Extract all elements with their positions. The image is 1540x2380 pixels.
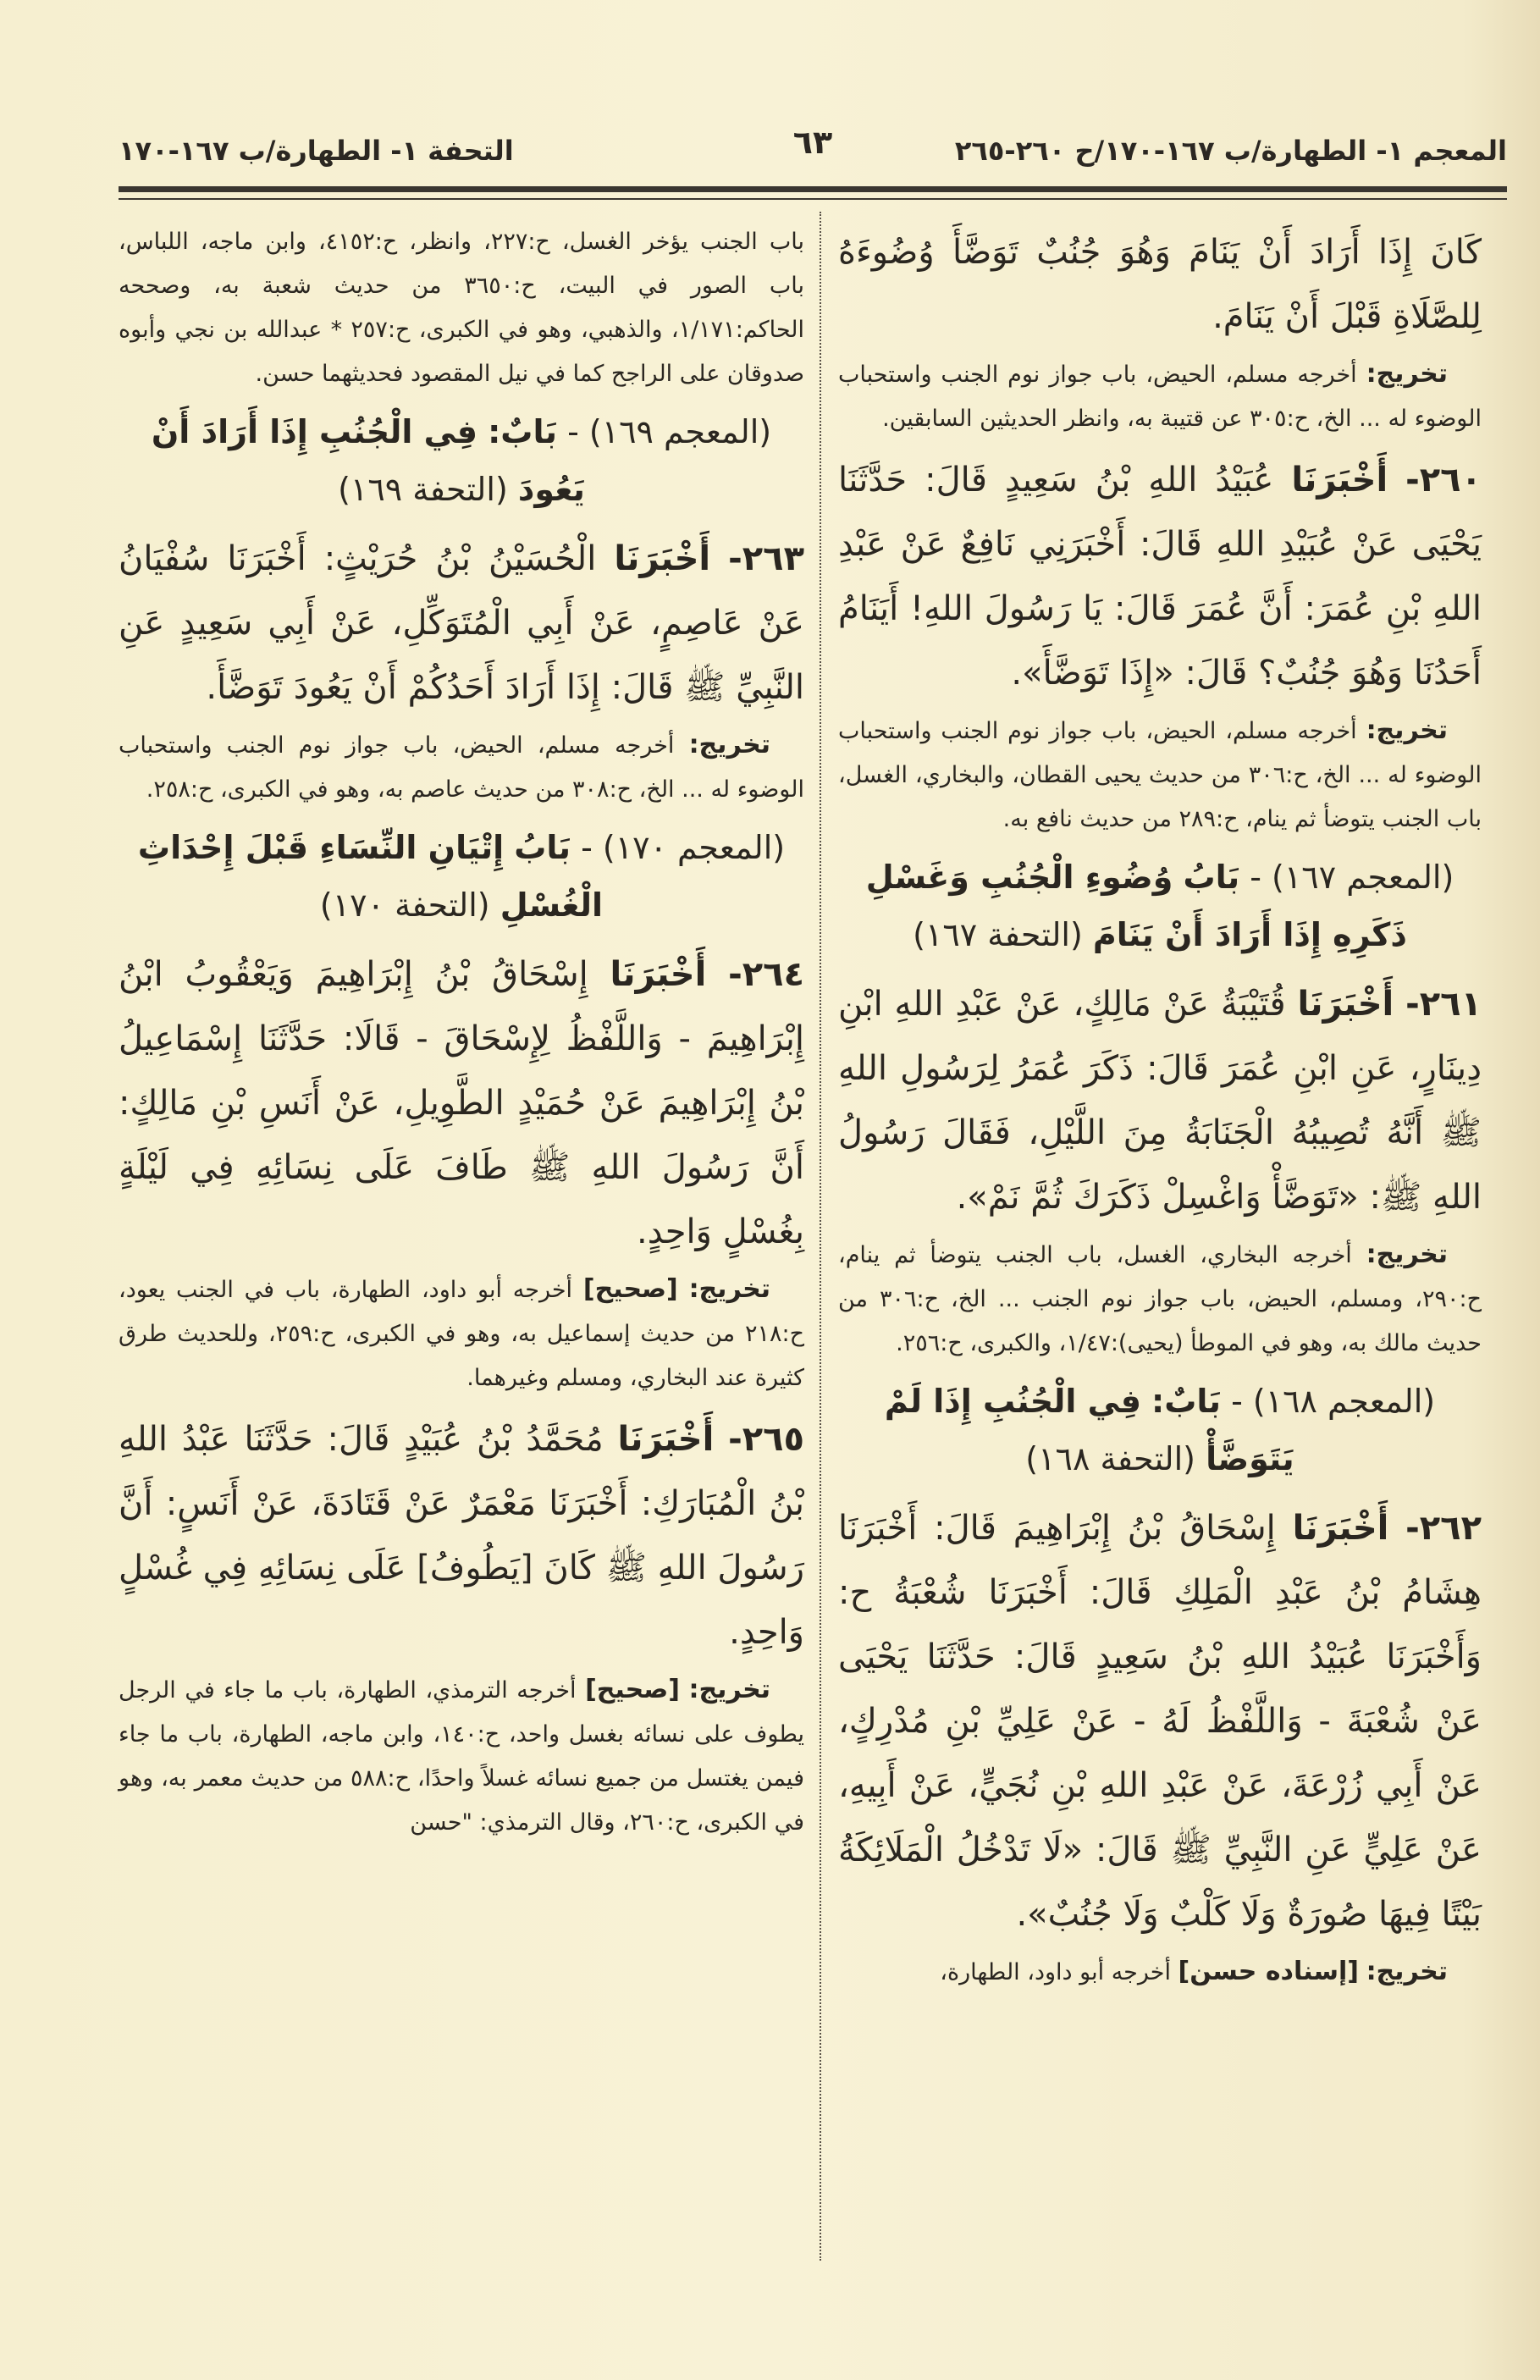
hadith-text: إِسْحَاقُ بْنُ إِبْرَاهِيمَ قَالَ: أَخْبَرَنَا هِشَامُ بْنُ عَبْدِ الْمَلِكِ قَالَ: أَخْبَرَنَا شُعْبَةُ ح: وَأَخْبَرَنَا عُبَيْدُ اللهِ بْنُ سَعِيدٍ قَالَ: حَدَّثَنَا يَحْيَى عَنْ شُعْبَةَ - وَاللَّفْظُ لَهُ - عَنْ عَلِيِّ بْنِ مُدْرِكٍ، عَنْ أَبِي زُرْعَةَ، عَنْ عَبْدِ اللهِ بْنِ نُجَيٍّ، عَنْ أَبِيهِ، عَنْ عَلِيٍّ عَنِ النَّبِيِّ ﷺ قَالَ: «لَا تَدْخُلُ الْمَلَائِكَةُ بَيْتًا فِيهَا صُورَةٌ وَلَا كَلْبٌ وَلَا جُنُبٌ». — [838, 1509, 1482, 1934]
takhrij-260 — [838, 709, 1482, 842]
hadith-264 — [119, 942, 804, 1264]
takhrij-text: أخرجه مسلم، الحيض، باب جواز نوم الجنب واستحباب الوضوء له ... الخ، ح:٣٠٨ من حديث عاصم به، وهو في الكبرى، ح:٢٥٨. — [119, 732, 804, 803]
mujam-ref: (المعجم ١٦٧) - — [1250, 859, 1454, 896]
hadith-text: قُتَيْبَةُ عَنْ مَالِكٍ، عَنْ عَبْدِ اللهِ ابْنِ دِينَارٍ، عَنِ ابْنِ عُمَرَ قَالَ: ذَكَرَ عُمَرُ لِرَسُولِ اللهِ ﷺ أَنَّهُ تُصِيبُهُ الْجَنَابَةُ مِنَ اللَّيْلِ، فَقَالَ رَسُولُ اللهِ ﷺ: «تَوَضَّأْ وَاغْسِلْ ذَكَرَكَ ثُمَّ نَمْ». — [838, 985, 1482, 1217]
tuhfa-ref: (التحفة ١٦٩) — [338, 471, 508, 508]
takhrij-265 — [119, 1668, 804, 1845]
right-column — [838, 220, 1482, 2002]
takhrij-label: تخريج: — [1366, 1957, 1448, 1986]
grade-badge: [صحيح] — [585, 1675, 680, 1704]
left-column — [119, 220, 804, 1852]
hadith-text: مُحَمَّدُ بْنُ عُبَيْدٍ قَالَ: حَدَّثَنَا عَبْدُ اللهِ بْنُ الْمُبَارَكِ: أَخْبَرَنَا مَعْمَرٌ عَنْ قَتَادَةَ، عَنْ أَنَسٍ: أَنَّ رَسُولَ اللهِ ﷺ كَانَ [يَطُوفُ] عَلَى نِسَائِهِ فِي غُسْلٍ وَاحِدٍ. — [119, 1420, 804, 1652]
grade-badge: [إسناده حسن] — [1178, 1957, 1359, 1986]
takhrij-261 — [838, 1233, 1482, 1366]
takhrij-259 — [838, 352, 1482, 441]
mujam-ref: (المعجم ١٦٨) - — [1231, 1383, 1436, 1420]
takhrij-text: أخرجه مسلم، الحيض، باب جواز نوم الجنب واستحباب الوضوء له ... الخ، ح:٣٠٦ من حديث يحيى القطان، والبخاري، الغسل، باب الجنب يتوضأ ثم ينام، ح:٢٨٩ من حديث نافع به. — [838, 718, 1482, 832]
hadith-text: عُبَيْدُ اللهِ بْنُ سَعِيدٍ قَالَ: حَدَّثَنَا يَحْيَى عَنْ عُبَيْدِ اللهِ قَالَ: أَخْبَرَنِي نَافِعٌ عَنْ عَبْدِ اللهِ بْنِ عُمَرَ: أَنَّ عُمَرَ قَالَ: يَا رَسُولَ اللهِ! أَيَنَامُ أَحَدُنَا وَهُوَ جُنُبٌ؟ قَالَ: «إِذَا تَوَضَّأَ». — [838, 461, 1482, 693]
bab-word: بَابُ — [1183, 859, 1240, 896]
takhrij-text: أخرجه البخاري، الغسل، باب الجنب يتوضأ ثم ينام، ح:٢٩٠، ومسلم، الحيض، باب جواز نوم الجنب ... الخ، ح:٣٠٦ من حديث مالك به، وهو في الموطأ (يحيى):١/٤٧، والكبرى، ح:٢٥٦. — [838, 1242, 1482, 1356]
header-right-text: المعجم ١- الطهارة/ب ١٦٧-١٧٠/ح ٢٦٠-٢٦٥ — [954, 135, 1507, 167]
takhrij-text: أخرجه الترمذي، الطهارة، باب ما جاء في الرجل يطوف على نسائه بغسل واحد، ح:١٤٠، وابن ماجه، الطهارة، باب ما جاء فيمن يغتسل من جميع نسائه غسلاً واحدًا، ح:٥٨٨ من حديث معمر به، وهو في الكبرى، ح:٢٦٠، وقال الترمذي: "حسن — [119, 1677, 804, 1836]
takhrij-262-continuation: باب الجنب يؤخر الغسل، ح:٢٢٧، وانظر، ح:٤١٥٢، وابن ماجه، اللباس، باب الصور في البيت، ح:٣٦٥٠ من حديث شعبة به، وصححه الحاكم:١/١٧١، والذهبي، وهو في الكبرى، ح:٢٥٧ * عبدالله بن نجي وأبوه صدوقان على الراجح كما في نيل المقصود فحديثهما حسن. — [119, 229, 804, 387]
hadith-number: ٢٦٠- — [1405, 461, 1482, 500]
hadith-261 — [838, 972, 1482, 1229]
hadith-259-continuation: كَانَ إِذَا أَرَادَ أَنْ يَنَامَ وَهُوَ جُنُبٌ تَوَضَّأَ وُضُوءَهُ لِلصَّلَاةِ قَبْلَ أَنْ يَنَامَ. — [838, 233, 1482, 336]
takhrij-label: تخريج: — [688, 1274, 770, 1304]
hadith-opening: أَخْبَرَنَا — [1292, 1509, 1389, 1548]
hadith-opening: أَخْبَرَنَا — [610, 955, 707, 994]
chapter-heading-169 — [119, 403, 804, 518]
takhrij-label: تخريج: — [688, 730, 770, 759]
takhrij-label: تخريج: — [688, 1675, 770, 1704]
tuhfa-ref: (التحفة ١٦٨) — [1025, 1440, 1195, 1477]
chapter-heading-168 — [838, 1372, 1482, 1488]
hadith-262 — [838, 1496, 1482, 1947]
chapter-title: إِتْيَانِ النِّسَاءِ قَبْلَ إِحْدَاثِ الْغُسْلِ — [137, 829, 604, 924]
header-left-text: التحفة ١- الطهارة/ب ١٦٧-١٧٠ — [119, 135, 514, 167]
hadith-number: ٢٦٥- — [728, 1420, 804, 1459]
bab-word: بَابٌ: — [488, 413, 557, 450]
tuhfa-ref: (التحفة ١٧٠) — [319, 886, 490, 924]
bab-word: بَابٌ: — [1151, 1383, 1221, 1420]
takhrij-263 — [119, 723, 804, 812]
tuhfa-ref: (التحفة ١٦٧) — [913, 916, 1083, 953]
hadith-263 — [119, 527, 804, 720]
mujam-ref: (المعجم ١٦٩) - — [567, 413, 772, 450]
hadith-number: ٢٦٢- — [1405, 1509, 1482, 1548]
takhrij-text: أخرجه أبو داود، الطهارة، — [940, 1959, 1171, 1985]
hadith-opening: أَخْبَرَنَا — [614, 539, 711, 578]
hadith-opening: أَخْبَرَنَا — [1291, 461, 1388, 500]
page-number: ٦٣ — [792, 124, 833, 161]
takhrij-text: أخرجه أبو داود، الطهارة، باب في الجنب يعود، ح:٢١٨ من حديث إسماعيل به، وهو في الكبرى، ح:٢٥٩، وللحديث طرق كثيرة عند البخاري، ومسلم وغيرهما. — [119, 1277, 805, 1391]
takhrij-label: تخريج: — [1366, 359, 1448, 389]
takhrij-label: تخريج: — [1366, 715, 1448, 745]
hadith-265 — [119, 1407, 804, 1665]
chapter-heading-170 — [119, 819, 804, 934]
chapter-title: فِي الْجُنُبِ إِذَا لَمْ يَتَوَضَّأْ — [884, 1383, 1294, 1477]
hadith-text: الْحُسَيْنُ بْنُ حُرَيْثٍ: أَخْبَرَنَا سُفْيَانُ عَنْ عَاصِمٍ، عَنْ أَبِي الْمُتَوَكِّلِ، عَنْ أَبِي سَعِيدٍ عَنِ النَّبِيِّ ﷺ قَالَ: إِذَا أَرَادَ أَحَدُكُمْ أَنْ يَعُودَ تَوَضَّأَ. — [119, 539, 804, 707]
column-divider — [820, 212, 821, 2261]
hadith-260 — [838, 448, 1482, 705]
takhrij-text: أخرجه مسلم، الحيض، باب جواز نوم الجنب واستحباب الوضوء له ... الخ، ح:٣٠٥ عن قتيبة به، وانظر الحديثين السابقين. — [838, 362, 1482, 432]
running-header — [119, 125, 1507, 176]
hadith-number: ٢٦١- — [1405, 985, 1482, 1024]
hadith-number: ٢٦٤- — [728, 955, 804, 994]
takhrij-label: تخريج: — [1366, 1240, 1448, 1269]
chapter-title: فِي الْجُنُبِ إِذَا أَرَادَ أَنْ يَعُودَ — [151, 413, 585, 508]
takhrij-262 — [838, 1950, 1482, 1995]
bab-word: بَابُ — [514, 829, 571, 866]
header-rule-thin — [119, 198, 1507, 200]
hadith-opening: أَخْبَرَنَا — [1297, 985, 1394, 1024]
hadith-opening: أَخْبَرَنَا — [617, 1420, 715, 1459]
mujam-ref: (المعجم ١٧٠) - — [581, 829, 786, 866]
hadith-text: إِسْحَاقُ بْنُ إِبْرَاهِيمَ وَيَعْقُوبُ ابْنُ إِبْرَاهِيمَ - وَاللَّفْظُ لِإِسْحَاقَ - قَالَا: حَدَّثَنَا إِسْمَاعِيلُ بْنُ إِبْرَاهِيمَ عَنْ حُمَيْدٍ الطَّوِيلِ، عَنْ أَنَسِ بْنِ مَالِكٍ: أَنَّ رَسُولَ اللهِ ﷺ طَافَ عَلَى نِسَائِهِ فِي لَيْلَةٍ بِغُسْلٍ وَاحِدٍ. — [119, 955, 804, 1251]
header-rule-thick — [119, 186, 1507, 192]
chapter-heading-167 — [838, 848, 1482, 964]
grade-badge: [صحيح] — [582, 1274, 678, 1304]
chapter-title: وُضُوءِ الْجُنُبِ وَغَسْلِ ذَكَرِهِ إِذَا أَرَادَ أَنْ يَنَامَ — [865, 859, 1407, 953]
takhrij-264 — [119, 1267, 804, 1400]
hadith-number: ٢٦٣- — [728, 539, 804, 578]
